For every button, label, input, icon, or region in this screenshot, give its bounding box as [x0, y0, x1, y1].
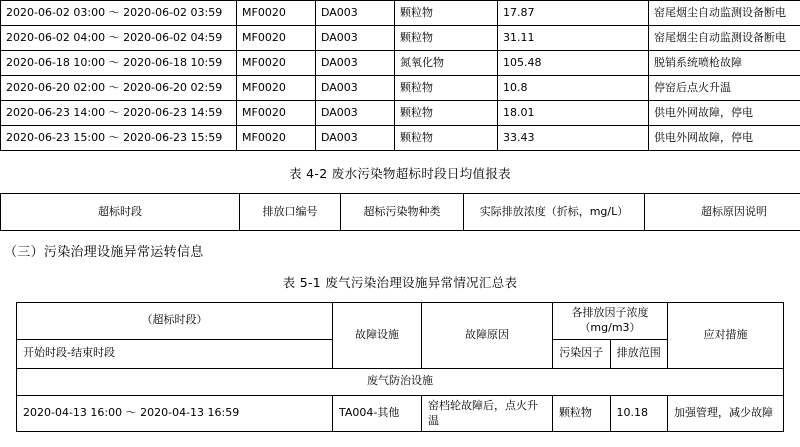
cell-reason: 停窑后点火升温 — [649, 76, 800, 101]
table-band-row — [17, 368, 784, 395]
cell-device: TA004-其他 — [333, 395, 422, 432]
cell-pollutant: 颗粒物 — [395, 26, 498, 51]
cell-value: 17.87 — [498, 1, 649, 26]
cell-device: DA003 — [316, 101, 395, 126]
table-body — [17, 303, 784, 432]
cell-period: 2020-06-18 10:00 ～ 2020-06-18 10:59 — [1, 51, 237, 76]
exceedance-table-air — [0, 0, 800, 151]
cell-outlet: MF0020 — [237, 1, 316, 26]
section-heading: （三）污染治理设施异常运转信息 — [4, 245, 204, 260]
cell-value: 105.48 — [498, 51, 649, 76]
cell-reason: 窑尾烟尘自动监测设备断电 — [649, 26, 800, 51]
header-pollutant-type: 超标污染物种类 — [341, 194, 464, 231]
cell-outlet: MF0020 — [237, 51, 316, 76]
cell-device: DA003 — [316, 126, 395, 151]
cell-outlet: MF0020 — [237, 126, 316, 151]
header-reason: 故障原因 — [422, 303, 553, 369]
table-caption-4-2: 表 4-2 废水污染物超标时段日均值报表 — [289, 166, 511, 181]
cell-reason: 脱销系统喷枪故障 — [649, 51, 800, 76]
cell-device: DA003 — [316, 76, 395, 101]
header-concentration: 实际排放浓度（折标，mg/L） — [464, 194, 645, 231]
cell-outlet: MF0020 — [237, 76, 316, 101]
header-range: 排放范围 — [610, 339, 668, 368]
cell-measure: 加强管理，减少故障 — [668, 395, 784, 432]
header-concentration-unit: （mg/m3） — [579, 320, 641, 334]
cell-outlet: MF0020 — [237, 26, 316, 51]
cell-period: 2020-06-02 04:00 ～ 2020-06-02 04:59 — [1, 26, 237, 51]
table-row — [17, 395, 784, 432]
cell-pollutant: 颗粒物 — [395, 101, 498, 126]
table-caption-5-1: 表 5-1 废气污染治理设施异常情况汇总表 — [282, 275, 518, 290]
header-period-group: （超标时段） — [17, 303, 333, 340]
cell-factor: 颗粒物 — [553, 395, 611, 432]
cell-outlet: MF0020 — [237, 101, 316, 126]
header-period-sub: 开始时段-结束时段 — [17, 339, 333, 368]
facility-abnormal-table — [16, 302, 784, 432]
cell-pollutant: 颗粒物 — [395, 126, 498, 151]
header-concentration-group — [553, 303, 668, 340]
header-concentration-title: 各排放因子浓度 — [571, 306, 649, 319]
cell-value: 31.11 — [498, 26, 649, 51]
header-measure: 应对措施 — [668, 303, 784, 369]
cell-device: DA003 — [316, 1, 395, 26]
header-device: 故障设施 — [333, 303, 422, 369]
table-header-row-top — [17, 303, 784, 340]
table-row — [1, 76, 800, 101]
cell-value: 18.01 — [498, 101, 649, 126]
cell-value: 33.43 — [498, 126, 649, 151]
header-factor: 污染因子 — [553, 339, 611, 368]
cell-reason: 窑尾烟尘自动监测设备断电 — [649, 1, 800, 26]
cell-device: DA003 — [316, 26, 395, 51]
cell-reason: 窑档轮故障后，点火升温 — [422, 395, 553, 432]
cell-reason: 供电外网故障，停电 — [649, 126, 800, 151]
table-row — [1, 101, 800, 126]
cell-value: 10.8 — [498, 76, 649, 101]
table-row — [1, 51, 800, 76]
cell-reason: 供电外网故障，停电 — [649, 101, 800, 126]
table-body — [1, 194, 800, 231]
cell-device: DA003 — [316, 51, 395, 76]
cell-period: 2020-06-23 15:00 ～ 2020-06-23 15:59 — [1, 126, 237, 151]
header-period: 超标时段 — [1, 194, 240, 231]
table-body — [1, 1, 800, 151]
cell-pollutant: 颗粒物 — [395, 76, 498, 101]
cell-pollutant: 颗粒物 — [395, 1, 498, 26]
table-header-row — [1, 194, 800, 231]
band-label: 废气防治设施 — [17, 368, 784, 395]
table-row — [1, 1, 800, 26]
cell-period: 2020-06-23 14:00 ～ 2020-06-23 14:59 — [1, 101, 237, 126]
cell-period: 2020-06-02 03:00 ～ 2020-06-02 03:59 — [1, 1, 237, 26]
header-outlet: 排放口编号 — [240, 194, 341, 231]
cell-range: 10.18 — [610, 395, 668, 432]
header-reason: 超标原因说明 — [645, 194, 800, 231]
table-row — [1, 126, 800, 151]
table-row — [1, 26, 800, 51]
cell-period: 2020-06-20 02:00 ～ 2020-06-20 02:59 — [1, 76, 237, 101]
exceedance-table-water — [0, 193, 800, 231]
cell-period: 2020-04-13 16:00 ～ 2020-04-13 16:59 — [17, 395, 333, 432]
cell-pollutant: 氮氧化物 — [395, 51, 498, 76]
